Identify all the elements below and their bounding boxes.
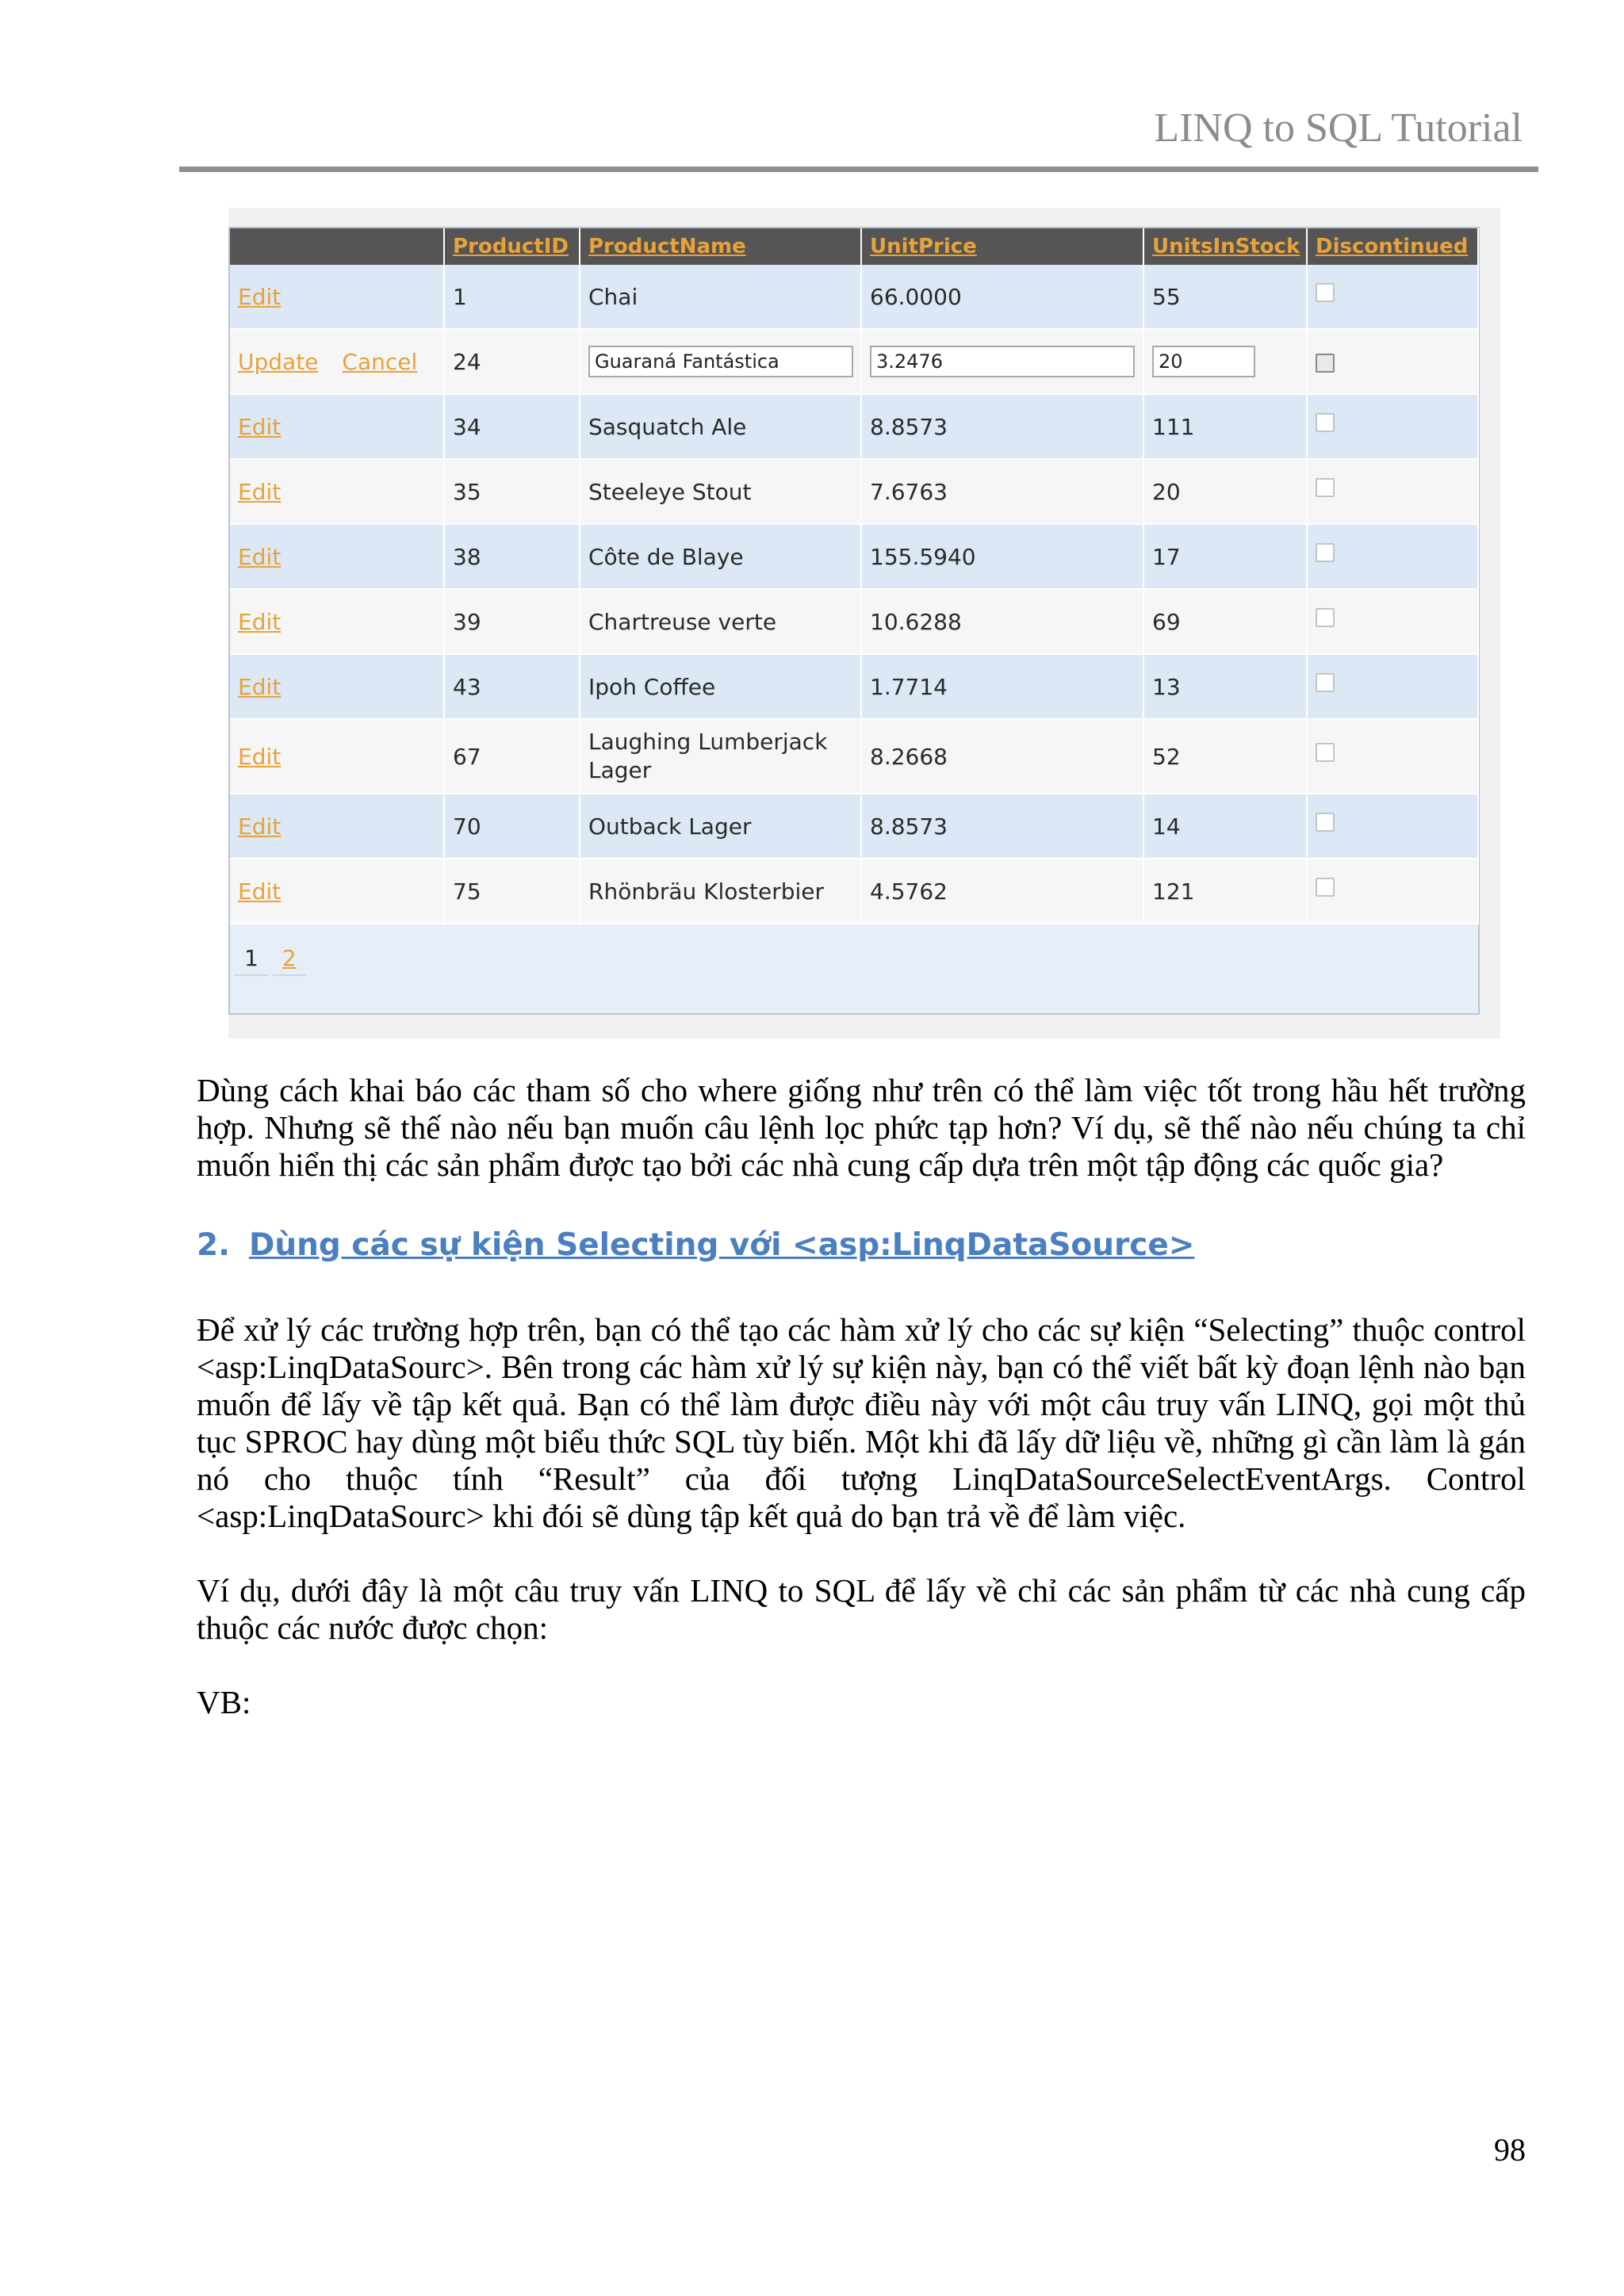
pager-page-link[interactable]: 2 [273, 942, 306, 976]
page-header: LINQ to SQL Tutorial [1154, 105, 1522, 151]
units-in-stock-cell: 55 [1143, 265, 1307, 329]
discontinued-checkbox[interactable] [1316, 354, 1335, 373]
gridview-screenshot [228, 208, 1500, 1039]
product-name-cell: Sasquatch Ale [580, 394, 861, 459]
table-row [230, 524, 1478, 589]
discontinued-checkbox [1316, 413, 1335, 432]
discontinued-checkbox [1316, 543, 1335, 562]
product-id-cell: 75 [444, 859, 580, 924]
product-name-cell: Outback Lager [580, 794, 861, 859]
table-row [230, 459, 1478, 524]
product-id-cell: 1 [444, 265, 580, 329]
cancel-link[interactable]: Cancel [342, 348, 418, 375]
units-in-stock-cell: 17 [1143, 524, 1307, 589]
section-number: 2. [197, 1227, 230, 1263]
discontinued-checkbox [1316, 283, 1335, 302]
body-paragraph: Ví dụ, dưới đây là một câu truy vấn LINQ to SQL để lấy về chỉ các sản phẩm từ các nhà cung cấp thuộc các nước được chọn: [197, 1572, 1526, 1646]
edit-link[interactable]: Edit [238, 413, 282, 440]
units-in-stock-cell: 111 [1143, 394, 1307, 459]
body-paragraph: Dùng cách khai báo các tham số cho where giống như trên có thể làm việc tốt trong hầu hết trường hợp. Nhưng sẽ thế nào nếu bạn muốn câu lệnh lọc phức tạp hơn? Ví dụ, sẽ thế nào nếu chúng ta chỉ muốn hiển thị các sản phẩm được tạo bởi các nhà cung cấp dựa trên một tập động các quốc gia? [197, 1072, 1526, 1183]
column-header-unitprice[interactable]: UnitPrice [861, 228, 1143, 265]
unit-price-cell: 8.2668 [861, 719, 1143, 794]
code-language-label: VB: [197, 1684, 251, 1720]
units-in-stock-cell: 121 [1143, 859, 1307, 924]
product-name-cell: Steeleye Stout [580, 459, 861, 524]
column-header-productid[interactable]: ProductID [444, 228, 580, 265]
table-row [230, 589, 1478, 654]
table-row-editing [230, 329, 1478, 394]
product-id-cell: 34 [444, 394, 580, 459]
edit-link[interactable]: Edit [238, 478, 282, 505]
unit-price-cell: 4.5762 [861, 859, 1143, 924]
edit-link[interactable]: Edit [238, 878, 282, 905]
column-header-discontinued[interactable]: Discontinued [1307, 228, 1478, 265]
unit-price-cell: 66.0000 [861, 265, 1143, 329]
header-rule [179, 166, 1538, 172]
edit-link[interactable]: Edit [238, 813, 282, 840]
table-header-row [230, 228, 1478, 265]
column-header-productname[interactable]: ProductName [580, 228, 861, 265]
table-row [230, 719, 1478, 794]
edit-link[interactable]: Edit [238, 673, 282, 700]
edit-link[interactable]: Edit [238, 608, 282, 635]
section-title: Dùng các sự kiện Selecting với <asp:LinqDataSource> [248, 1227, 1195, 1263]
product-name-cell: Chai [580, 265, 861, 329]
unit-price-cell: 10.6288 [861, 589, 1143, 654]
unit-price-input[interactable] [870, 346, 1135, 377]
product-name-cell: Laughing Lumberjack Lager [580, 719, 861, 794]
discontinued-checkbox [1316, 478, 1335, 497]
discontinued-checkbox [1316, 813, 1335, 832]
edit-link[interactable]: Edit [238, 543, 282, 570]
unit-price-cell: 155.5940 [861, 524, 1143, 589]
column-header-unitsinstock[interactable]: UnitsInStock [1143, 228, 1307, 265]
table-row [230, 654, 1478, 719]
command-column-header [230, 228, 444, 265]
page-number: 98 [1494, 2132, 1526, 2168]
unit-price-cell: 8.8573 [861, 394, 1143, 459]
body-paragraph: Để xử lý các trường hợp trên, bạn có thể tạo các hàm xử lý cho các sự kiện “Selecting” thuộc control <asp:LinqDataSourc>. Bên trong các hàm xử lý sự kiện này, bạn có thể viết bất kỳ đoạn lệnh nào bạn muốn để lấy về tập kết quả. Bạn có thể làm được điều này với một câu truy vấn LINQ, gọi một thủ tục SPROC hay dùng một biểu thức SQL tùy biến. Một khi đã lấy dữ liệu về, những gì cần làm là gán nó cho thuộc tính “Result” của đối tượng LinqDataSourceSelectEventArgs. Control <asp:LinqDataSourc> khi đói sẽ dùng tập kết quả do bạn trả về để làm việc. [197, 1311, 1526, 1534]
units-in-stock-cell: 69 [1143, 589, 1307, 654]
product-grid [228, 227, 1480, 1015]
units-in-stock-cell: 14 [1143, 794, 1307, 859]
product-name-cell: Chartreuse verte [580, 589, 861, 654]
unit-price-cell: 8.8573 [861, 794, 1143, 859]
product-id-cell: 24 [444, 329, 580, 394]
product-name-cell: Côte de Blaye [580, 524, 861, 589]
unit-price-cell: 7.6763 [861, 459, 1143, 524]
edit-link[interactable]: Edit [238, 283, 282, 310]
pager-current-page: 1 [235, 942, 268, 976]
product-id-cell: 39 [444, 589, 580, 654]
discontinued-checkbox [1316, 743, 1335, 762]
product-id-cell: 35 [444, 459, 580, 524]
product-name-input[interactable] [588, 346, 853, 377]
table-row [230, 394, 1478, 459]
product-table [230, 228, 1479, 924]
units-in-stock-cell: 52 [1143, 719, 1307, 794]
unit-price-cell: 1.7714 [861, 654, 1143, 719]
discontinued-checkbox [1316, 608, 1335, 627]
product-id-cell: 70 [444, 794, 580, 859]
table-row [230, 859, 1478, 924]
discontinued-checkbox [1316, 673, 1335, 692]
units-in-stock-cell: 13 [1143, 654, 1307, 719]
edit-link[interactable]: Edit [238, 743, 282, 770]
table-row [230, 265, 1478, 329]
section-heading [197, 1227, 1194, 1263]
table-row [230, 794, 1478, 859]
product-name-cell: Ipoh Coffee [580, 654, 861, 719]
discontinued-checkbox [1316, 878, 1335, 897]
units-in-stock-input[interactable] [1152, 346, 1255, 377]
units-in-stock-cell: 20 [1143, 459, 1307, 524]
product-name-cell: Rhönbräu Klosterbier [580, 859, 861, 924]
pager [235, 942, 311, 976]
product-id-cell: 38 [444, 524, 580, 589]
product-id-cell: 43 [444, 654, 580, 719]
product-id-cell: 67 [444, 719, 580, 794]
update-link[interactable]: Update [238, 348, 319, 375]
